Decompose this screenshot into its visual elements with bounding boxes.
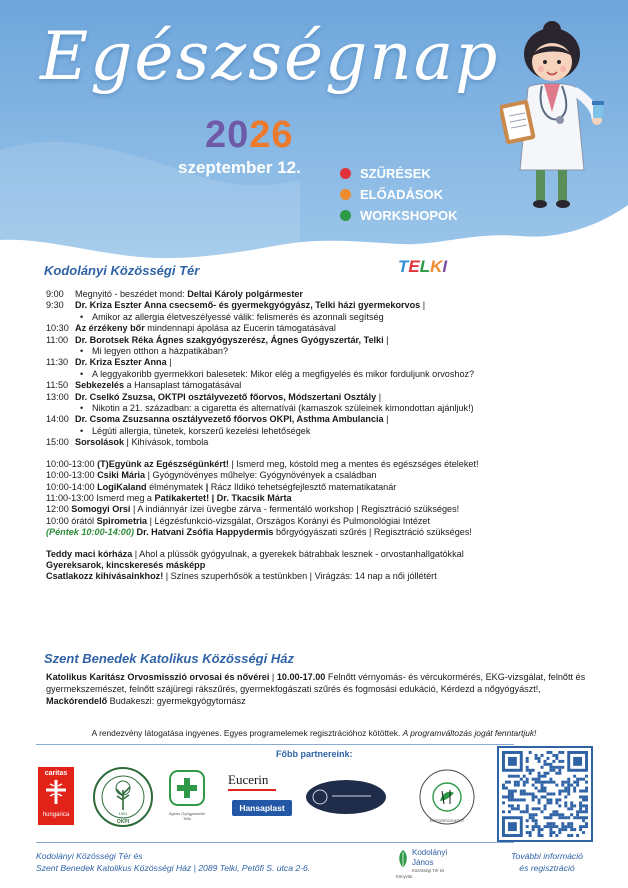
red-dot-icon [340, 168, 351, 179]
category-workshops: WORKSHOPOK [340, 205, 458, 226]
hansaplast-logo: Hansaplast [232, 800, 292, 816]
program-item: 11:00-13:00 Ismerd meg a Patikakertet! | Dr. Tkacsik Márta [46, 492, 292, 503]
schedule-item: 9:00 Megnyitó - beszédet mond: Deltai Károly polgármester [46, 289, 303, 299]
schedule-item: 15:00 Sorsolások | Kihívások, tombola [46, 437, 209, 448]
pharmacy-cross-icon [169, 770, 205, 806]
agnes-pharmacy-logo: Ágnes Gyógyszertár Telki [166, 770, 208, 821]
doctor-illustration-icon [500, 20, 615, 220]
kodolanyi-logo: Kodolányi János Közösségi Tér és Könyvtár [396, 848, 448, 879]
footer-more-info: További információ és regisztráció [511, 851, 583, 873]
program-item: 10:00 órától Spirometria | Légzésfunkció-vizsgálat, Országos Korányi és Pulmonológiai Intézet [46, 515, 431, 526]
svg-text:OKPI: OKPI [116, 819, 130, 825]
book-leaf-icon [396, 848, 410, 870]
schedule-item: 10:30 Az érzékeny bőr mindennapi ápolása az Eucerin támogatásával [46, 323, 336, 334]
program-item: 10:00-13:00 (T)Együnk az Egészségünkért! | Ismerd meg, kóstold meg a mentes és egészséges ételeket! [46, 458, 479, 469]
year-suffix: 26 [249, 114, 294, 156]
event-date: szeptember 12. [178, 158, 301, 177]
caritas-cross-icon [38, 777, 74, 807]
svg-text:EGÉSZSÉGÜNKÉRT: EGÉSZSÉGÜNKÉRT [429, 819, 465, 823]
schedule-item: 13:00 Dr. Cselkó Zsuzsa, OKTPI osztályvezető főorvos, Módszertani Osztály | [46, 391, 382, 402]
happydermis-logo-icon [305, 779, 387, 815]
program-item: 12:00 Somogyi Orsi | A indiánnyár ízei üvegbe zárva - fermentáló workshop | Regisztráció szükséges! [46, 504, 460, 515]
schedule-item: 11:30 Dr. Kriza Eszter Anna | [46, 357, 172, 368]
orange-dot-icon [340, 189, 351, 200]
qr-code-icon [502, 751, 588, 837]
venue-title-kodolanyi: Kodolányi Közösségi Tér [44, 263, 200, 278]
okpi-seal-icon [92, 766, 154, 828]
divider [36, 842, 514, 843]
telki-logo: TELKI [398, 257, 448, 276]
venue-title-szent-benedek: Szent Benedek Katolikus Közösségi Ház [44, 651, 294, 666]
schedule-subitem: • Mi legyen otthon a házpatikában? [46, 346, 606, 357]
svg-text:1901: 1901 [118, 811, 128, 816]
category-screenings: SZŰRÉSEK [340, 163, 458, 184]
caritas-logo: caritas hungarica [38, 767, 74, 825]
year-prefix: 20 [205, 114, 250, 156]
partners-title: Főbb partnereink: [276, 749, 353, 759]
kids-item: Gyereksarok, kincskeresés másképp [46, 559, 206, 570]
egeszsegunkert-seal-icon [418, 768, 476, 826]
program-item: 10:00-13:00 Csiki Mária | Gyógynövényes műhelye: Gyógynövények a családban [46, 470, 377, 481]
schedule-subitem: • A leggyakoribb gyermekkori balesetek: Mikor elég a megfigyelés és mikor forduljunk orvoshoz? [46, 369, 606, 380]
program-item: 10:00-14:00 LogiKaland élménymatek | Rácz Ildikó tehetségfejlesztő matematikatanár [46, 481, 397, 492]
header-banner [0, 0, 628, 270]
kids-item: Teddy maci kórháza | Ahol a plüssök gyógyulnak, a gyerekek bátrabbak lesznek - orvostanhallgatókkal [46, 548, 464, 559]
venue2-description: Katolikus Karitász Orvosmisszió orvosai és nővérei | 10.00-17.00 Felnőtt vérnyomás- és vércukormérés, EKG-vizsgálat, felnőtt és gyermekszemészet, felnőtt szájüregi rákszűrés, gyermekfogászati szűrés és fogmosási edukáció, Kérdezd a nőgyógyászt!, Mackórendelő Budakeszi: gyermekgyógytornász [46, 672, 586, 707]
page-title: Egészségnap [40, 18, 500, 95]
schedule-subitem: • Amikor az allergia életveszélyessé válik: felismerés és azonnali segítség [46, 312, 606, 323]
schedule-list [46, 289, 606, 583]
schedule-item: 11:00 Dr. Borotsek Réka Ágnes szakgyógyszerész, Ágnes Gyógyszertár, Telki | [46, 334, 389, 345]
footer-address: Kodolányi Közösségi Tér és Szent Benedek Katolikus Közösségi Ház | 2089 Telki, Petőfi S. utca 2-6. [36, 851, 311, 873]
schedule-subitem: • Nikotin a 21. században: a cigaretta és alternatívái (kamaszok szüleinek kimondottan ajánljuk!) [46, 403, 606, 414]
registration-qr-code[interactable] [497, 746, 593, 842]
registration-note: A rendezvény látogatása ingyenes. Egyes programelemek regisztrációhoz kötöttek. A programváltozás jogát fenntartjuk! [91, 728, 537, 738]
event-year [205, 114, 294, 157]
eucerin-logo: Eucerin [228, 772, 286, 791]
kids-item: Csatlakozz kihívásainkhoz! | Színes szuperhősök a testünkben | Virágzás: 14 nap a női jóllétért [46, 571, 437, 582]
green-dot-icon [340, 210, 351, 221]
schedule-item: 9:30 Dr. Kriza Eszter Anna csecsemő- és gyermekgyógyász, Telki házi gyermekorvos | [46, 300, 426, 311]
schedule-subitem: • Légúti allergia, tünetek, korszerű kezelési lehetőségek [46, 426, 606, 437]
program-item: (Péntek 10:00-14:00) Dr. Hatvani Zsófia Happydermis bőrgyógyászati szűrés | Regisztráció szükséges! [46, 527, 472, 538]
category-list [340, 163, 458, 226]
schedule-item: 11:50 Sebkezelés a Hansaplast támogatásával [46, 380, 242, 391]
schedule-item: 14:00 Dr. Csoma Zsuzsanna osztályvezető főorvos OKPI, Asthma Ambulancia | [46, 414, 389, 425]
category-lectures: ELŐADÁSOK [340, 184, 458, 205]
divider [36, 744, 514, 745]
